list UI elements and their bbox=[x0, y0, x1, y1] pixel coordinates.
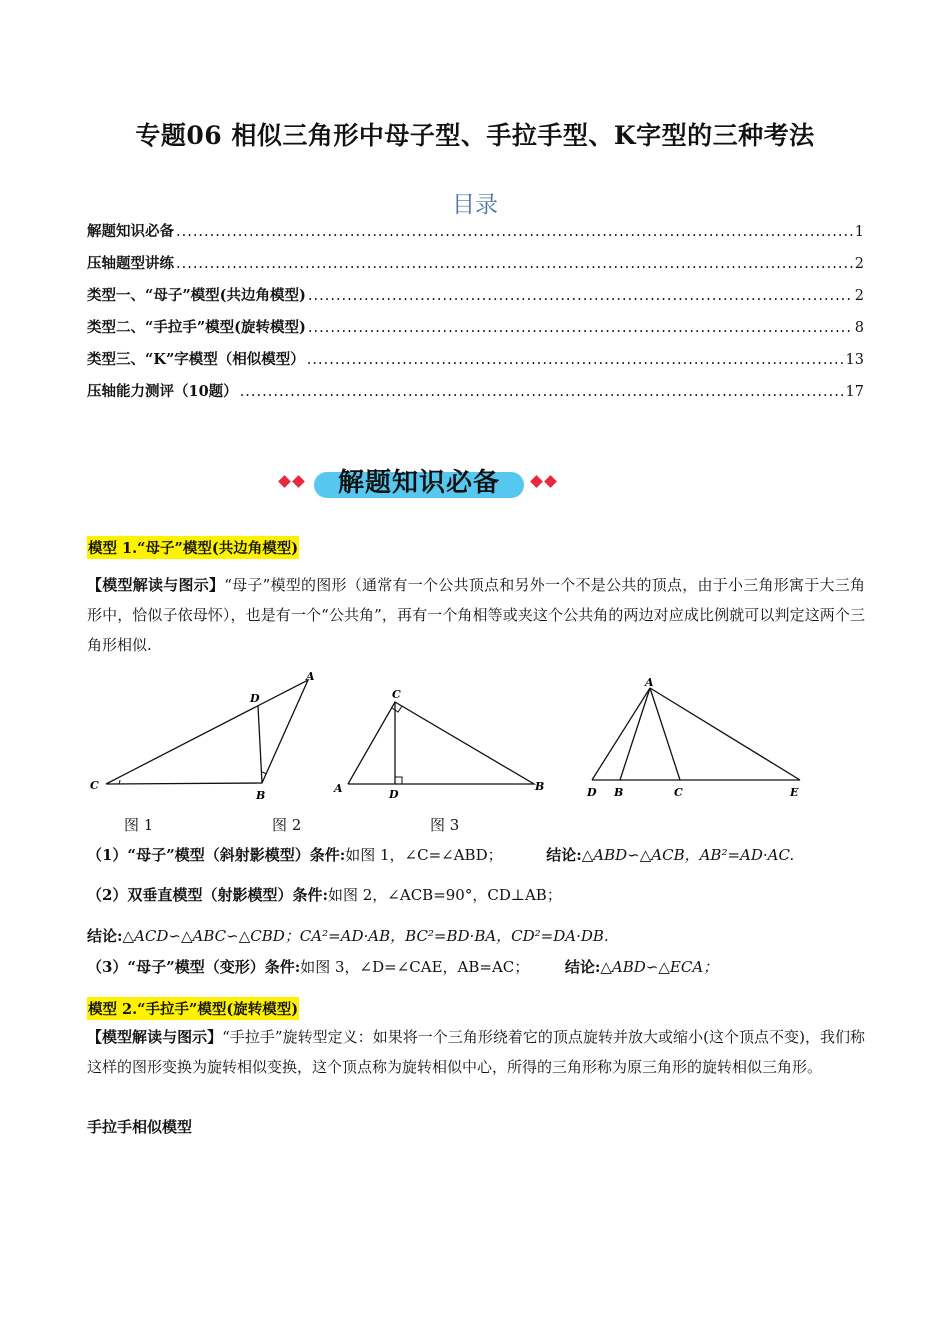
fig2-label: B bbox=[535, 780, 545, 793]
fig3-label: C bbox=[674, 786, 683, 799]
fig1-triangle bbox=[106, 680, 308, 784]
toc-item[interactable] bbox=[87, 220, 864, 252]
model2-intro bbox=[87, 1022, 865, 1082]
fig3-label: E bbox=[790, 786, 799, 799]
toc-item[interactable] bbox=[87, 380, 864, 412]
case2-lead: （2）双垂直模型（射影模型）条件: bbox=[87, 886, 328, 904]
toc-leader bbox=[240, 384, 844, 400]
fig3-segment-ac bbox=[650, 688, 680, 780]
case3-condition: 如图 3，∠D=∠CAE，AB=AC； bbox=[300, 958, 530, 976]
toc-heading: 目录 bbox=[452, 192, 498, 218]
toc-item-page: 17 bbox=[845, 384, 864, 400]
fig2-right-angle-c bbox=[392, 706, 402, 712]
model1-case2 bbox=[87, 884, 562, 905]
fig2-triangle bbox=[348, 702, 534, 784]
case2-conclusion: △ACD∽△ABC∽△CBD；CA²=AD·AB，BC²=BD·BA，CD²=DA·DB. bbox=[122, 927, 609, 945]
fig1-angle-b bbox=[262, 772, 266, 774]
fig3-caption: 图 3 bbox=[430, 816, 460, 834]
fig2-right-angle-d bbox=[395, 777, 402, 784]
model1-case3 bbox=[87, 956, 718, 977]
fig3-label: A bbox=[645, 676, 654, 689]
model2-title: 模型 2.“手拉手”模型(旋转模型) bbox=[87, 997, 299, 1020]
fig1-label: D bbox=[250, 692, 260, 705]
fig1-label: A bbox=[306, 670, 315, 683]
figure-2 bbox=[330, 684, 550, 804]
toc-item-page: 2 bbox=[854, 256, 864, 272]
fig2-caption: 图 2 bbox=[272, 816, 302, 834]
fig3-segment-ab bbox=[620, 688, 650, 780]
toc-item-label: 类型二、“手拉手”模型(旋转模型) bbox=[87, 319, 306, 336]
model2-subheading: 手拉手相似模型 bbox=[87, 1118, 193, 1136]
section-banner bbox=[278, 460, 678, 504]
fig3-label: B bbox=[614, 786, 624, 799]
diamond-icon bbox=[292, 475, 305, 488]
fig3-segment-ae bbox=[650, 688, 800, 780]
model1-case1 bbox=[87, 844, 794, 865]
toc-leader bbox=[176, 256, 853, 272]
fig2-label: A bbox=[334, 782, 343, 795]
toc-item-page: 8 bbox=[854, 320, 864, 336]
fig2-label: C bbox=[392, 688, 401, 701]
model2-intro-lead: 【模型解读与图示】 bbox=[87, 1028, 223, 1046]
toc-leader bbox=[308, 320, 853, 336]
model1-intro bbox=[87, 570, 865, 660]
fig3-label: D bbox=[587, 786, 597, 799]
case3-lead: （3）“母子”模型（变形）条件: bbox=[87, 958, 301, 976]
toc-item-label: 压轴能力测评（10题） bbox=[87, 383, 238, 400]
diamond-icon bbox=[544, 475, 557, 488]
toc-item-page: 13 bbox=[845, 352, 864, 368]
toc-item-label: 类型三、“K”字模型（相似模型） bbox=[87, 351, 305, 368]
page-title: 专题06 相似三角形中母子型、手拉手型、K字型的三种考法 bbox=[135, 121, 815, 150]
toc-leader bbox=[307, 352, 844, 368]
toc-leader bbox=[308, 288, 853, 304]
case2-conclusion-lead: 结论: bbox=[87, 927, 123, 945]
toc-item[interactable] bbox=[87, 284, 864, 316]
diamond-icon bbox=[278, 475, 291, 488]
table-of-contents bbox=[87, 220, 864, 412]
toc-item-label: 压轴题型讲练 bbox=[87, 255, 174, 272]
fig1-label: C bbox=[90, 779, 99, 792]
case1-conclusion-lead: 结论: bbox=[546, 846, 582, 864]
fig1-caption: 图 1 bbox=[124, 816, 154, 834]
fig1-segment-bd bbox=[258, 706, 262, 783]
toc-item-label: 解题知识必备 bbox=[87, 223, 174, 240]
figure-1 bbox=[86, 668, 318, 808]
case2-condition: 如图 2，∠ACB=90°，CD⊥AB； bbox=[327, 886, 562, 904]
model1-title: 模型 1.“母子”模型(共边角模型) bbox=[87, 536, 299, 559]
case1-conclusion: △ABD∽△ACB，AB²=AD·AC. bbox=[581, 846, 795, 864]
toc-item-page: 1 bbox=[854, 224, 864, 240]
case1-lead: （1）“母子”模型（斜射影模型）条件: bbox=[87, 846, 346, 864]
toc-item[interactable] bbox=[87, 348, 864, 380]
toc-item-page: 2 bbox=[854, 288, 864, 304]
model2-intro-text: “手拉手”旋转型定义：如果将一个三角形绕着它的顶点旋转并放大或缩小(这个顶点不变)，我们称这样的图形变换为旋转相似变换，这个顶点称为旋转相似中心，所得的三角形称为原三角形的旋转相似三角形。 bbox=[87, 1028, 865, 1076]
diamond-icon bbox=[530, 475, 543, 488]
toc-item-label: 类型一、“母子”模型(共边角模型) bbox=[87, 287, 306, 304]
model1-intro-text: “母子”模型的图形（通常有一个公共顶点和另外一个不是公共的顶点，由于小三角形寓于大三角形中，恰似子依母怀），也是有一个“公共角”，再有一个角相等或夹这个公共角的两边对应成比例就可以判定这两个三角形相似. bbox=[87, 576, 865, 654]
case1-condition: 如图 1，∠C=∠ABD； bbox=[345, 846, 503, 864]
case3-conclusion: △ABD∽△ECA； bbox=[600, 958, 719, 976]
fig3-segment-ad bbox=[592, 688, 650, 780]
fig1-label: B bbox=[256, 789, 266, 802]
model1-intro-lead: 【模型解读与图示】 bbox=[87, 576, 225, 594]
toc-leader bbox=[176, 224, 853, 240]
case3-conclusion-lead: 结论: bbox=[564, 958, 601, 976]
banner-title: 解题知识必备 bbox=[337, 468, 500, 498]
figure-3 bbox=[582, 672, 818, 804]
toc-item[interactable] bbox=[87, 252, 864, 284]
model1-case2-conclusion bbox=[87, 925, 609, 946]
fig2-label: D bbox=[389, 788, 399, 801]
toc-item[interactable] bbox=[87, 316, 864, 348]
